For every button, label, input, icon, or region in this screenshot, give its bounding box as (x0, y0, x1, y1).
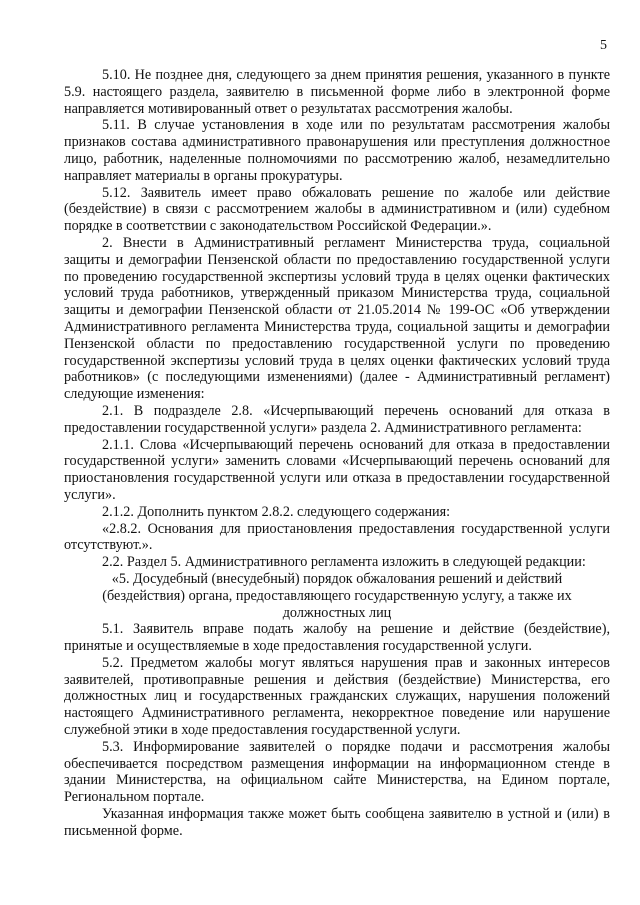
page-number: 5 (600, 38, 607, 53)
paragraph-p-5-11: 5.11. В случае установления в ходе или по результатам рассмотрения жалобы признаков состава административного правонарушения или преступления должностное лицо, работник, наделенные полномочиями по рассмотрению жалоб, незамедлительно направляет материалы в органы прокуратуры. (64, 117, 610, 184)
paragraph-p-2-1-1: 2.1.1. Слова «Исчерпывающий перечень оснований для отказа в предоставлении государственной услуги» заменить словами «Исчерпывающий перечень оснований для приостановления государственной услуги или отказа в предоставлении государственной услуги». (64, 436, 610, 503)
paragraph-p-5-3: 5.3. Информирование заявителей о порядке подачи и рассмотрения жалобы обеспечивается посредством размещения информации на информационном стенде в здании Министерства, на официальном сайте Министерства, на Едином портале, Региональном портале. (64, 738, 610, 806)
paragraph-p-2-2: 2.2. Раздел 5. Административного регламента изложить в следующей редакции: (102, 554, 586, 571)
paragraph-p-2-1-2: 2.1.2. Дополнить пунктом 2.8.2. следующего содержания: (102, 503, 451, 520)
paragraph-p-5-10: 5.10. Не позднее дня, следующего за днем принятия решения, указанного в пункте 5.9. настоящего раздела, заявителю в письменной форме либо в электронной форме направляется мотивированный ответ о результатах рассмотрения жалобы. (64, 67, 610, 117)
paragraph-p-2-8-2: «2.8.2. Основания для приостановления предоставления государственной услуги отсутствуют.». (64, 520, 610, 554)
paragraph-p-sec5-title: «5. Досудебный (внесудебный) порядок обжалования решений и действий (бездействия) органа, предоставляющего государственную услугу, а также их должностных лиц (102, 570, 572, 621)
paragraph-p-5-2: 5.2. Предметом жалобы могут являться нарушения прав и законных интересов заявителей, противоправные решения и действия (бездействие) Министерства, его должностных лиц и государственных гражданских служащих, нарушения положений настоящего Административного регламента, некорректное поведение или нарушение служебной этики в ходе предоставления государственной услуги. (64, 654, 610, 739)
paragraph-p-2-1: 2.1. В подразделе 2.8. «Исчерпывающий перечень оснований для отказа в предоставлении государственной услуги» раздела 2. Административного регламента: (64, 402, 610, 436)
paragraph-p-5-1: 5.1. Заявитель вправе подать жалобу на решение и действие (бездействие), принятые и осуществляемые в ходе предоставления государственной услуги. (64, 621, 610, 655)
document-body (64, 67, 610, 840)
paragraph-p-info: Указанная информация также может быть сообщена заявителю в устной и (или) в письменной форме. (64, 806, 610, 839)
paragraph-p-5-12: 5.12. Заявитель имеет право обжаловать решение по жалобе или действие (бездействие) в связи с рассмотрением жалобы в административном и (или) судебном порядке в соответствии с законодательством Российской Федерации.». (64, 184, 610, 235)
paragraph-p-2: 2. Внести в Административный регламент Министерства труда, социальной защиты и демографии Пензенской области по предоставлению государственной услуги по проведению государственной экспертизы условий труда в целях оценки фактических условий труда работников, утвержденный приказом Министерства труда, социальной защиты и демографии Пензенской области от 21.05.2014 № 199-ОС «Об утверждении Административного регламента Министерства труда, социальной защиты и демографии Пензенской области по предоставлению государственной услуги по проведению государственной экспертизы условий труда в целях оценки фактических условий труда работников» (с последующими изменениями) (далее - Административный регламент) следующие изменения: (64, 234, 610, 403)
